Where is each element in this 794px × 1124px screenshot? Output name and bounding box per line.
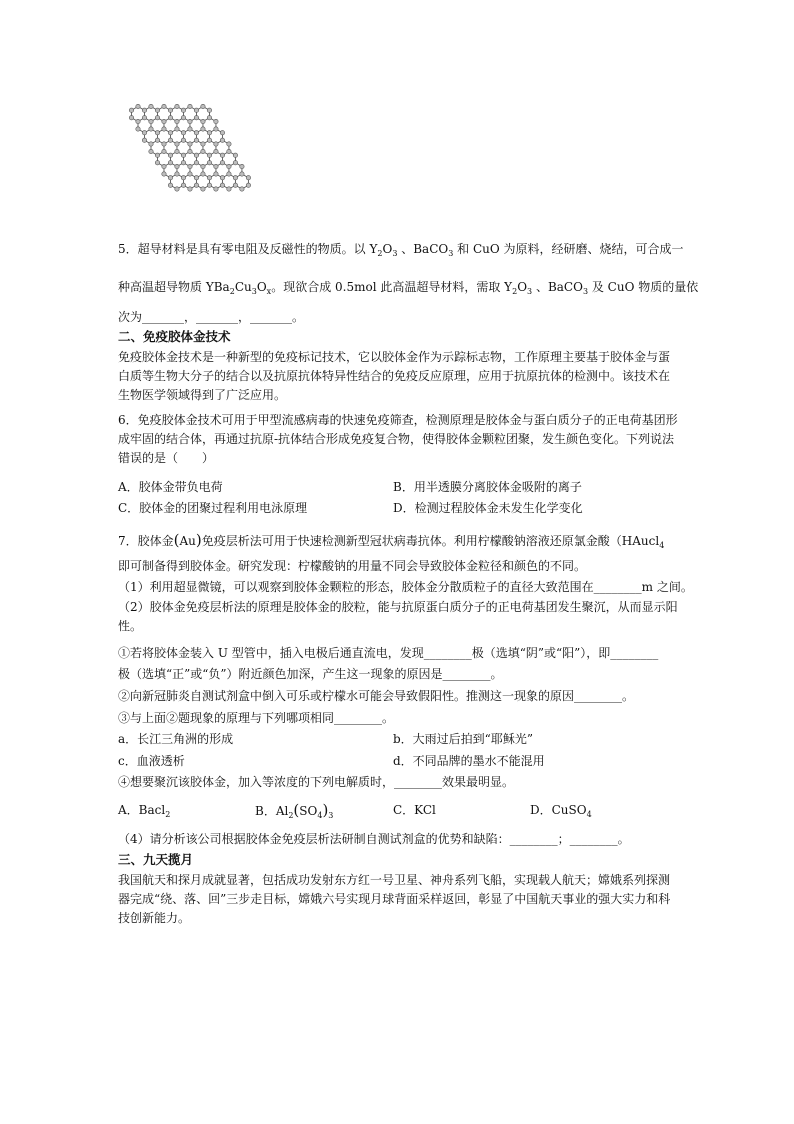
lattice-atom (149, 142, 153, 146)
lattice-atom (188, 142, 192, 146)
lattice-atom (136, 127, 140, 131)
lattice-atom (175, 172, 179, 176)
lattice-atom (162, 142, 166, 146)
lattice-atom (194, 108, 198, 112)
q7-sub4-option-a: A．Bacl$_2$ (118, 803, 171, 819)
lattice-atom (201, 142, 205, 146)
lattice-atom (181, 131, 185, 135)
q6-option-c: C．胶体金的团聚过程利用电泳原理 (118, 501, 308, 515)
lattice-atom (162, 172, 166, 176)
q7-part1: （1）利用超显微镜，可以观察到胶体金颗粒的形态，胶体金分散质粒子的直径大致范围在________m 之间。 (118, 580, 693, 594)
q6-option-b: B．用半透膜分离胶体金吸附的离子 (393, 480, 582, 494)
q7-part4: （4）请分析该公司根据胶体金免疫层析法研制自测试剂盒的优势和缺陷：________；________。 (118, 832, 630, 846)
lattice-atom (149, 149, 153, 153)
lattice-atom (240, 164, 244, 168)
lattice-atom (214, 119, 218, 123)
lattice-atom (220, 131, 224, 135)
lattice-atom (168, 116, 172, 120)
lattice-atom (129, 108, 133, 112)
section-2-title: 二、免疫胶体金技术 (118, 329, 231, 344)
lattice-atom (136, 119, 140, 123)
lattice-atom (233, 161, 237, 165)
lattice-atom (168, 183, 172, 187)
lattice-atom (201, 149, 205, 153)
lattice-atom (194, 183, 198, 187)
lattice-atom (175, 149, 179, 153)
lattice-atom (201, 104, 205, 108)
q7-sub1-line2: 极（选填“正”或“负”）附近颜色加深，产生这一现象的原因是________。 (118, 667, 503, 681)
lattice-atom (233, 183, 237, 187)
lattice-atom (227, 187, 231, 191)
lattice-atom (194, 176, 198, 180)
lattice-atom (240, 172, 244, 176)
q7-sub4-option-b: B．$Al_2(SO_4)_3$ (255, 801, 334, 820)
lattice-atom (220, 153, 224, 157)
q7-line2: 即可制备得到胶体金。研究发现：柠檬酸钠的用量不同会导致胶体金粒径和颜色的不同。 (118, 559, 587, 573)
lattice-atom (220, 183, 224, 187)
q6-option-d: D．检测过程胶体金未发生化学变化 (393, 501, 583, 515)
lattice-atom (175, 142, 179, 146)
lattice-atom (233, 176, 237, 180)
lattice-atom (233, 153, 237, 157)
lattice-atom (188, 149, 192, 153)
lattice-atom (214, 127, 218, 131)
lattice-atom (207, 108, 211, 112)
lattice-atom (207, 131, 211, 135)
lattice-atom (149, 119, 153, 123)
q7-sub3: ③与上面②题现象的原理与下列哪项相同________。 (118, 711, 395, 725)
lattice-atom (207, 153, 211, 157)
lattice-atom (136, 104, 140, 108)
lattice-atom (220, 138, 224, 142)
q6-option-a: A．胶体金带负电荷 (118, 480, 223, 494)
lattice-atom (220, 161, 224, 165)
lattice-atom (188, 127, 192, 131)
lattice-atom (181, 176, 185, 180)
lattice-atom (168, 176, 172, 180)
lattice-atom (155, 131, 159, 135)
lattice-atom (227, 172, 231, 176)
q5-line2: 种高温超导物质 $YBa_2Cu_3O_x$。现欲合成 0.5mol 此高温超导材料，需取 $Y_2O_3$ 、BaCO$_3$ 及 CuO 物质的量依 (118, 280, 699, 296)
lattice-atom (155, 138, 159, 142)
lattice-atom (129, 116, 133, 120)
lattice-atom (220, 176, 224, 180)
lattice-atom (162, 119, 166, 123)
q7-sub3-option-d: d．不同品牌的墨水不能混用 (393, 754, 545, 768)
lattice-atom (149, 127, 153, 131)
lattice-atom (181, 153, 185, 157)
lattice-atom (168, 108, 172, 112)
lattice-atom (188, 104, 192, 108)
lattice-atom (168, 138, 172, 142)
lattice-atom (175, 164, 179, 168)
q6-stem: 6．免疫胶体金技术可用于甲型流感病毒的快速免疫筛查，检测原理是胶体金与蛋白质分子的正电荷基团形成牢固的结合体，再通过抗原-抗体结合形成免疫复合物，使得胶体金颗粒团聚，发生颜色变化。下列说法错误的是（ ） (118, 413, 678, 465)
lattice-atom (201, 164, 205, 168)
section-3-intro: 我国航天和探月成就显著，包括成功发射东方红一号卫星、神舟系列飞船，实现载人航天；嫦娥系列探测器完成“绕、落、回”三步走目标，嫦娥六号实现月球背面采样返回，彰显了中国航天事业的强大实力和科技创新能力。 (118, 873, 671, 925)
lattice-atom (181, 183, 185, 187)
lattice-atom (194, 116, 198, 120)
q7-sub3-option-a: a．长江三角洲的形成 (118, 732, 234, 746)
lattice-atom (207, 183, 211, 187)
lattice-atom (181, 161, 185, 165)
q5-line1: 5．超导材料是具有零电阻及反磁性的物质。以 $Y_2O_3$ 、BaCO$_3$ 和 CuO 为原料，经研磨、烧结，可合成一 (118, 242, 684, 258)
lattice-atom (168, 153, 172, 157)
lattice-atom (188, 119, 192, 123)
lattice-atom (142, 138, 146, 142)
section-2-intro: 免疫胶体金技术是一种新型的免疫标记技术，它以胶体金作为示踪标志物，工作原理主要基于胶体金与蛋白质等生物大分子的结合以及抗原抗体特异性结合的免疫反应原理，应用于抗原抗体的检测中。该技术在生物医学领域得到了广泛应用。 (118, 350, 671, 402)
lattice-atom (175, 119, 179, 123)
lattice-atom (168, 161, 172, 165)
lattice-atom (214, 164, 218, 168)
lattice-atom (207, 176, 211, 180)
lattice-atom (227, 164, 231, 168)
lattice-atom (175, 187, 179, 191)
lattice-atom (194, 131, 198, 135)
lattice-atom (142, 131, 146, 135)
lattice-atom (194, 161, 198, 165)
lattice-atom (175, 127, 179, 131)
lattice-atom (246, 176, 250, 180)
lattice-atom (181, 116, 185, 120)
lattice-atom (214, 172, 218, 176)
graphene-lattice-figure (118, 100, 268, 220)
q7-line1: 7．胶体金(Au)免疫层析法可用于快速检测新型冠状病毒抗体。利用柠檬酸钠溶液还原氯金酸（HAucl$_4$ (118, 531, 665, 550)
q7-part2: （2）胶体金免疫层析法的原理是胶体金的胶粒，能与抗原蛋白质分子的正电荷基团发生聚沉，从而显示阳性。 (118, 600, 678, 633)
lattice-atom (162, 164, 166, 168)
lattice-atom (194, 153, 198, 157)
lattice-atom (142, 108, 146, 112)
lattice-atom (240, 187, 244, 191)
lattice-atom (214, 149, 218, 153)
lattice-atom (201, 119, 205, 123)
q7-sub1-line1: ①若将胶体金装入 U 型管中，插入电极后通直流电，发现________极（选填“阴”或“阳”），即________ (118, 646, 659, 660)
q7-sub4-option-d: D．CuSO$_4$ (530, 803, 592, 819)
lattice-atom (175, 104, 179, 108)
q7-sub3-option-c: c．血液透析 (118, 754, 185, 768)
lattice-atom (207, 161, 211, 165)
lattice-atom (188, 172, 192, 176)
q7-sub4: ④想要聚沉该胶体金，加入等浓度的下列电解质时，________效果最明显。 (118, 775, 515, 789)
lattice-atom (201, 127, 205, 131)
lattice-atom (155, 161, 159, 165)
lattice-atom (188, 164, 192, 168)
lattice-atom (162, 149, 166, 153)
lattice-atom (155, 108, 159, 112)
lattice-atom (207, 116, 211, 120)
lattice-atom (162, 127, 166, 131)
lattice-atom (194, 138, 198, 142)
q7-sub3-option-b: b．大雨过后拍到“耶稣光” (393, 732, 533, 746)
lattice-atom (227, 149, 231, 153)
lattice-atom (188, 187, 192, 191)
lattice-atom (227, 142, 231, 146)
lattice-atom (207, 138, 211, 142)
q7-sub2: ②向新冠肺炎自测试剂盒中倒入可乐或柠檬水可能会导致假阳性。推测这一现象的原因________。 (118, 689, 635, 703)
q5-line3: 次为_______，_______，_______。 (118, 310, 305, 324)
lattice-atom (149, 104, 153, 108)
lattice-atom (155, 153, 159, 157)
lattice-atom (181, 138, 185, 142)
q7-sub4-option-c: C．KCl (393, 803, 436, 817)
lattice-atom (246, 183, 250, 187)
lattice-atom (201, 172, 205, 176)
lattice-atom (214, 142, 218, 146)
lattice-atom (201, 187, 205, 191)
lattice-atom (142, 116, 146, 120)
section-3-title: 三、九天揽月 (118, 852, 194, 867)
lattice-atom (168, 131, 172, 135)
lattice-atom (155, 116, 159, 120)
lattice-atom (181, 108, 185, 112)
lattice-atom (214, 187, 218, 191)
lattice-atom (162, 104, 166, 108)
